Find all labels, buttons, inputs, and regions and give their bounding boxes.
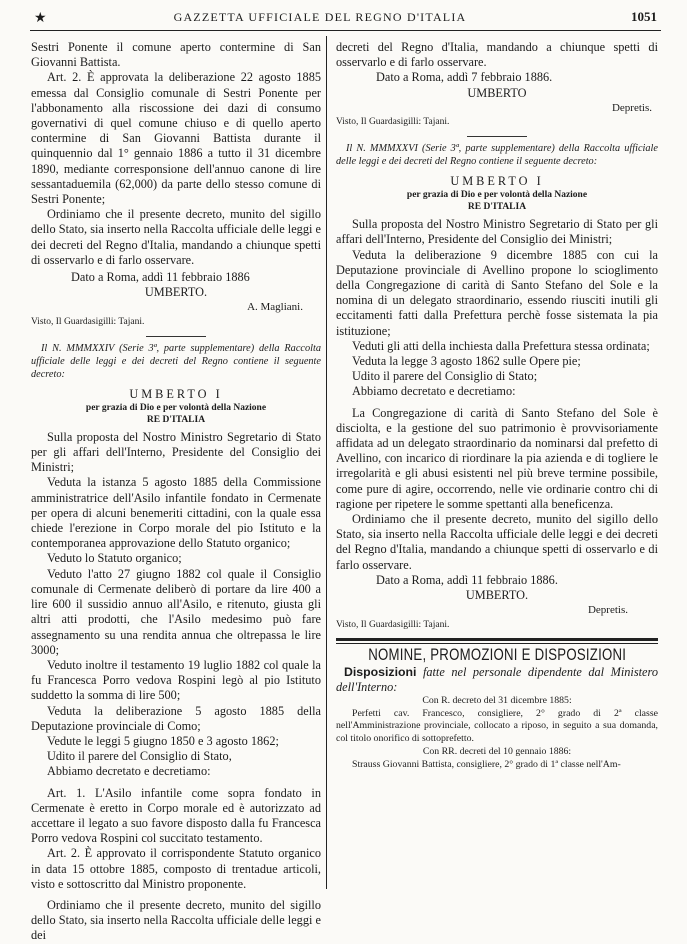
visto-line: Visto, Il Guardasigilli: Tajani. <box>336 619 450 630</box>
paragraph: Veduto l'atto 27 giugno 1882 col quale il Consiglio comunale di Cermenate deliberò di portare da lire 400 a lire 600 il sussidio annuo all'Asilo, e ritenuto, giusta gli altri atti prodotti, che l'Asilo medesimo può fare assegnamento su una rendita annua che oltrepassa le lire 3000; <box>31 566 321 657</box>
header-rule <box>30 30 661 31</box>
section-rule-thick <box>336 638 658 641</box>
minister-signature: Depretis. <box>587 604 628 617</box>
section-rule-thin <box>336 643 658 644</box>
by-grace-line: per grazia di Dio e per volontà della Nazione <box>406 190 588 201</box>
article-2: Art. 2. È approvata la deliberazione 22 agosto 1885 emessa dal Consiglio comunale di Sestri Ponente per l'abbonamento alla riscossione dei dazi di consumo governativi di quel comune chiuso e di quello aperto contermine di San Giovanni Battista durante il quinquennio dal 1° gennaio 1886 a tutto il 31 dicembre 1890, mediante corresponsione dell'annuo canone di lire sessantaduemila (62,000) da parte dello stesso comune di Sestri Ponente; <box>31 70 321 207</box>
paragraph: decreti del Regno d'Italia, mandando a chiunque spetti di osservarlo e di farlo osservare. <box>336 40 658 70</box>
visto-line: Visto, Il Guardasigilli: Tajani. <box>31 316 145 327</box>
decree-body: La Congregazione di carità di Santo Stefano del Sole è disciolta, e la gestione del suo patrimonio è provvisoriamente affidata ad un delegato straordinario da nominarsi dal prefetto di Avellino, con incarico di riordinare la pia azienda e di togliere le irregolarità e gli abusi esistenti nel più breve termine possibile, come pure di agire, occorrendo, nelle vie ordinarie contro chi di ragione per ripetere le somme spettanti alla beneficenza. <box>336 405 658 511</box>
article-1: Art. 1. L'Asilo infantile come sopra fondato in Cermenate è eretto in Corpo morale ed è autorizzato ad accettare il legato a suo favore disposto dalla fu Francesca Porro vedova Rospini col succitato testamento. <box>31 785 321 846</box>
article-2: Art. 2. È approvato il corrispondente Statuto organico in data 15 ottobre 1885, composto di trentadue articoli, visto e sottoscritto dal Ministro proponente. <box>31 846 321 891</box>
decree-notice: Il N. MMMXXVI (Serie 3ª, parte supplementare) della Raccolta ufficiale delle leggi e dei decreti del Regno contiene il seguente decreto: <box>336 143 658 168</box>
by-grace-line: per grazia di Dio e per volontà della Nazione <box>85 402 267 413</box>
king-signature: UMBERTO. <box>465 588 529 603</box>
star-icon: ★ <box>34 11 47 26</box>
paragraph: Veduti gli atti della inchiesta dalla Prefettura stessa ordinata; <box>352 338 650 353</box>
minister-signature: Depretis. <box>611 101 652 114</box>
paragraph: Udito il parere del Consiglio di Stato, <box>47 749 232 764</box>
king-heading: UMBERTO I <box>129 386 223 401</box>
paragraph: Sestri Ponente il comune aperto contermine di San Giovanni Battista. <box>31 40 321 70</box>
king-heading: UMBERTO I <box>450 174 544 189</box>
paragraph: Veduta la deliberazione 9 dicembre 1885 con cui la Deputazione provinciale di Avellino propone lo scioglimento della Congregazione di carità di Santo Stefano del Sole e la nomina di un delegato straordinario, essendo riusciti inutili gli eccitamenti fatti dalla Prefettura perchè fosse sistemata la pia istituzione; <box>336 247 658 338</box>
paragraph: Veduta la legge 3 agosto 1862 sulle Opere pie; <box>352 354 581 369</box>
paragraph: Veduto inoltre il testamento 19 luglio 1882 col quale la fu Francesca Porro vedova Rospini legò al pio Istituto suddetto la somma di lire 500; <box>31 657 321 703</box>
paragraph: Sulla proposta del Nostro Ministro Segretario di Stato per gli affari dell'Interno, Presidente del Consiglio dei Ministri; <box>336 217 658 247</box>
left-column <box>31 40 321 944</box>
king-signature: UMBERTO <box>467 85 527 100</box>
dispositions-label: Disposizioni <box>344 664 417 679</box>
date-line: Dato a Roma, addì 11 febbraio 1886. <box>376 572 558 587</box>
paragraph: Abbiamo decretato e decretiamo: <box>47 764 211 779</box>
decree-date-line: Con RR. decreti del 10 gennaio 1886: <box>422 745 572 757</box>
paragraph: Udito il parere del Consiglio di Stato; <box>352 369 538 384</box>
date-line: Dato a Roma, addì 7 febbraio 1886. <box>376 70 553 85</box>
column-separator <box>326 36 327 889</box>
dispositions-heading <box>336 665 658 695</box>
page-number: 1051 <box>631 9 657 24</box>
divider <box>467 136 527 137</box>
king-signature: UMBERTO. <box>144 285 208 300</box>
right-column <box>336 40 658 771</box>
paragraph: Veduto lo Statuto organico; <box>47 551 182 566</box>
running-title: GAZZETTA UFFICIALE DEL REGNO D'ITALIA <box>173 10 467 24</box>
decree-notice: Il N. MMMXXIV (Serie 3ª, parte supplementare) della Raccolta ufficiale delle leggi e dei decreti del Regno contiene il seguente decreto: <box>31 342 321 380</box>
paragraph: Abbiamo decretato e decretiamo: <box>352 384 516 399</box>
section-title: NOMINE, PROMOZIONI E DISPOSIZIONI <box>368 645 627 664</box>
date-line: Dato a Roma, addì 11 febbraio 1886 <box>71 270 250 285</box>
minister-signature: A. Magliani. <box>247 301 303 314</box>
appointment-entry: Perfetti cav. Francesco, consigliere, 2° grado di 2ª classe nell'Amministrazione provinciale, collocato a riposo, in seguito a sua domanda, col titolo onorifico di sottoprefetto. <box>336 707 658 745</box>
visto-line: Visto, Il Guardasigilli: Tajani. <box>336 117 450 128</box>
king-of-italy: RE D'ITALIA <box>467 202 527 213</box>
dispositions-subtitle: fatte nel personale dipendente dal Ministero dell'Interno: <box>336 664 658 694</box>
paragraph: Vedute le leggi 5 giugno 1850 e 3 agosto 1862; <box>47 733 279 748</box>
paragraph: Ordiniamo che il presente decreto, munito del sigillo dello Stato, sia inserto nella Raccolta ufficiale delle leggi e dei <box>31 897 321 943</box>
paragraph: Veduta la deliberazione 5 agosto 1885 della Deputazione provinciale di Como; <box>31 703 321 733</box>
king-of-italy: RE D'ITALIA <box>146 414 206 425</box>
paragraph: Sulla proposta del Nostro Ministro Segretario di Stato per gli affari dell'Interno, Presidente del Consiglio dei Ministri; <box>31 429 321 475</box>
appointment-entry: Strauss Giovanni Battista, consigliere, 2° grado di 1ª classe nell'Am- <box>352 758 621 770</box>
paragraph: Ordiniamo che il presente decreto, munito del sigillo dello Stato, sia inserto nella Raccolta ufficiale delle leggi e dei decreti del Regno d'Italia, mandando a chiunque spetti di osservarlo e di farlo osservare. <box>31 207 321 267</box>
paragraph: Veduta la istanza 5 agosto 1885 della Commissione amministratrice dell'Asilo infantile fondato in Cermenate per opera di alcuni benemeriti cittadini, con la quale essa chiede l'erezione in Corpo morale del pio Istituto e la contemporanea approvazione dello Statuto organico; <box>31 475 321 551</box>
page-header <box>0 0 687 40</box>
decree-date-line: Con R. decreto del 31 dicembre 1885: <box>422 694 572 706</box>
paragraph: Ordiniamo che il presente decreto, munito del sigillo dello Stato, sia inserto nella Raccolta ufficiale delle leggi e dei decreti del Regno d'Italia, mandando a chiunque spetti di osservarlo e di farlo osservare. <box>336 512 658 572</box>
divider <box>146 336 206 337</box>
